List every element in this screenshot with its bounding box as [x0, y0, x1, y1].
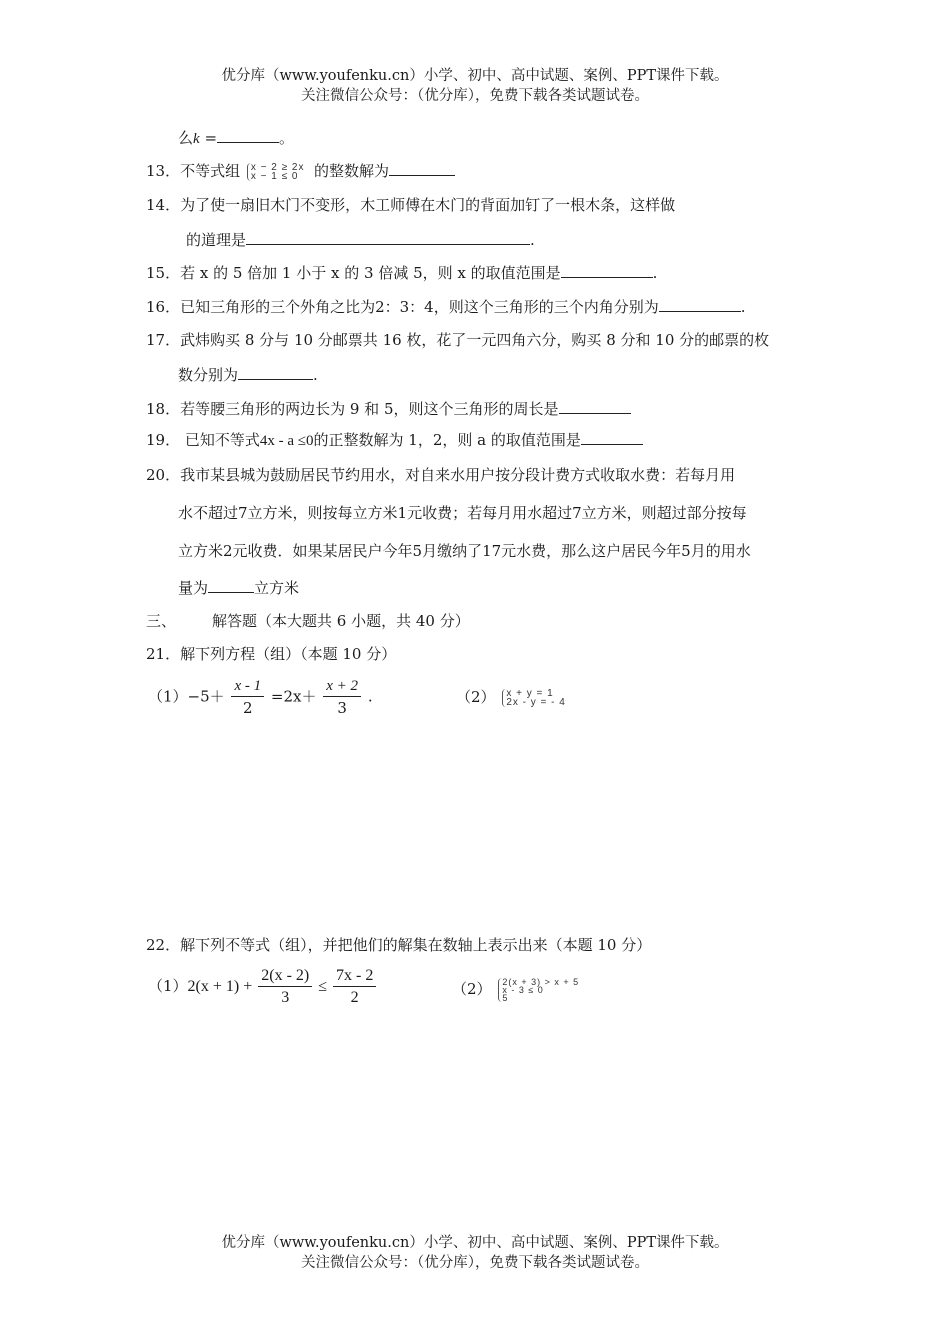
answer-blank[interactable] [561, 263, 653, 278]
inequality-system: 2(x + 3) > x + 5 x - 3 ≤ 0 5 [498, 978, 579, 1002]
equation-system: x + y = 1 2x - y = - 4 [502, 689, 566, 707]
question-20: 20．我市某县城为鼓励居民节约用水，对自来水用户按分段计费方式收取水费：若每月用 [146, 466, 736, 484]
answer-blank[interactable] [559, 399, 631, 414]
header-line-2: 关注微信公众号：（优分库），免费下载各类试题试卷。 [301, 88, 649, 104]
section-3-heading: 三、 解答题（本大题共 6 小题，共 40 分） [146, 612, 470, 630]
q21-part-2-system: （2） x + y = 1 2x - y = - 4 [456, 688, 566, 708]
question-18: 18．若等腰三角形的两边长为 9 和 5，则这个三角形的周长是 [146, 398, 631, 420]
footer-line-2: 关注微信公众号：（优分库），免费下载各类试题试卷。 [301, 1255, 649, 1271]
question-20-line-3: 立方米2元收费．如果某居民户今年5月缴纳了17元水费，那么这户居民今年5月的用水 [178, 542, 751, 560]
q12-tail: 么k = 。 [178, 129, 295, 147]
q22-part-2-system: （2） 2(x + 3) > x + 5 x - 3 ≤ 0 5 [452, 977, 580, 1003]
answer-blank[interactable] [389, 161, 455, 176]
answer-blank[interactable] [217, 128, 279, 143]
fraction: $\frac{7x - 2}{2}$ [333, 966, 376, 1009]
answer-blank[interactable] [246, 230, 530, 245]
answer-blank[interactable] [581, 430, 643, 445]
header-line-1: 优分库（www.youfenku.cn）小学、初中、高中试题、案例、PPT课件下载。 [221, 68, 729, 84]
answer-blank[interactable] [238, 365, 313, 380]
question-19: 19． 已知不等式4x - a ≤0的正整数解为 1，2，则 a 的取值范围是 [146, 429, 643, 452]
question-20-line-4: 量为 立方米 [178, 579, 300, 597]
footer-line-1: 优分库（www.youfenku.cn）小学、初中、高中试题、案例、PPT课件下载。 [221, 1235, 729, 1251]
question-14: 14．为了使一扇旧木门不变形，木工师傅在木门的背面加钉了一根木条，这样做 [146, 196, 676, 214]
question-20-line-2: 水不超过7立方米，则按每立方米1元收费；若每月用水超过7立方米，则超过部分按每 [178, 504, 747, 522]
fraction: $\frac{2(x - 2)}{3}$ [258, 966, 312, 1009]
question-17-line-2: 数分别为 . [178, 366, 318, 384]
question-16: 16．已知三角形的三个外角之比为2：3：4，则这个三角形的三个内角分别为 . [146, 298, 746, 316]
question-21: 21．解下列方程（组）（本题 10 分） [146, 645, 397, 663]
inequality-system: x − 2 ≥ 2x x − 1 ≤ 0 [247, 163, 305, 181]
fraction: $\frac{x - 1}{2}$ [231, 676, 264, 719]
fraction: $\frac{x + 2}{3}$ [323, 676, 361, 719]
question-13: 13．不等式组 x − 2 ≥ 2x x − 1 ≤ 0 的整数解为 [146, 160, 455, 182]
answer-blank[interactable] [659, 297, 741, 312]
question-17: 17．武炜购买 8 分与 10 分邮票共 16 枚，花了一元四角六分，购买 8 分和 10 分的邮票的枚 [146, 331, 770, 349]
answer-blank[interactable] [208, 578, 254, 593]
question-14-line-2: 的道理是 . [186, 231, 535, 249]
question-22: 22．解下列不等式（组），并把他们的解集在数轴上表示出来（本题 10 分） [146, 936, 652, 954]
question-15: 15．若 x 的 5 倍加 1 小于 x 的 3 倍减 5，则 x 的取值范围是 . [146, 264, 658, 282]
q21-part-1-equation: （1）−5＋ $\frac{x - 1}{2}$ =2x＋ $\frac{x + 2}{3}$ . [148, 678, 373, 717]
q22-part-1-inequality: （1）2(x + 1) + $\frac{2(x - 2)}{3}$ ≤ $\frac{7x - 2}{2}$ [148, 966, 378, 1009]
